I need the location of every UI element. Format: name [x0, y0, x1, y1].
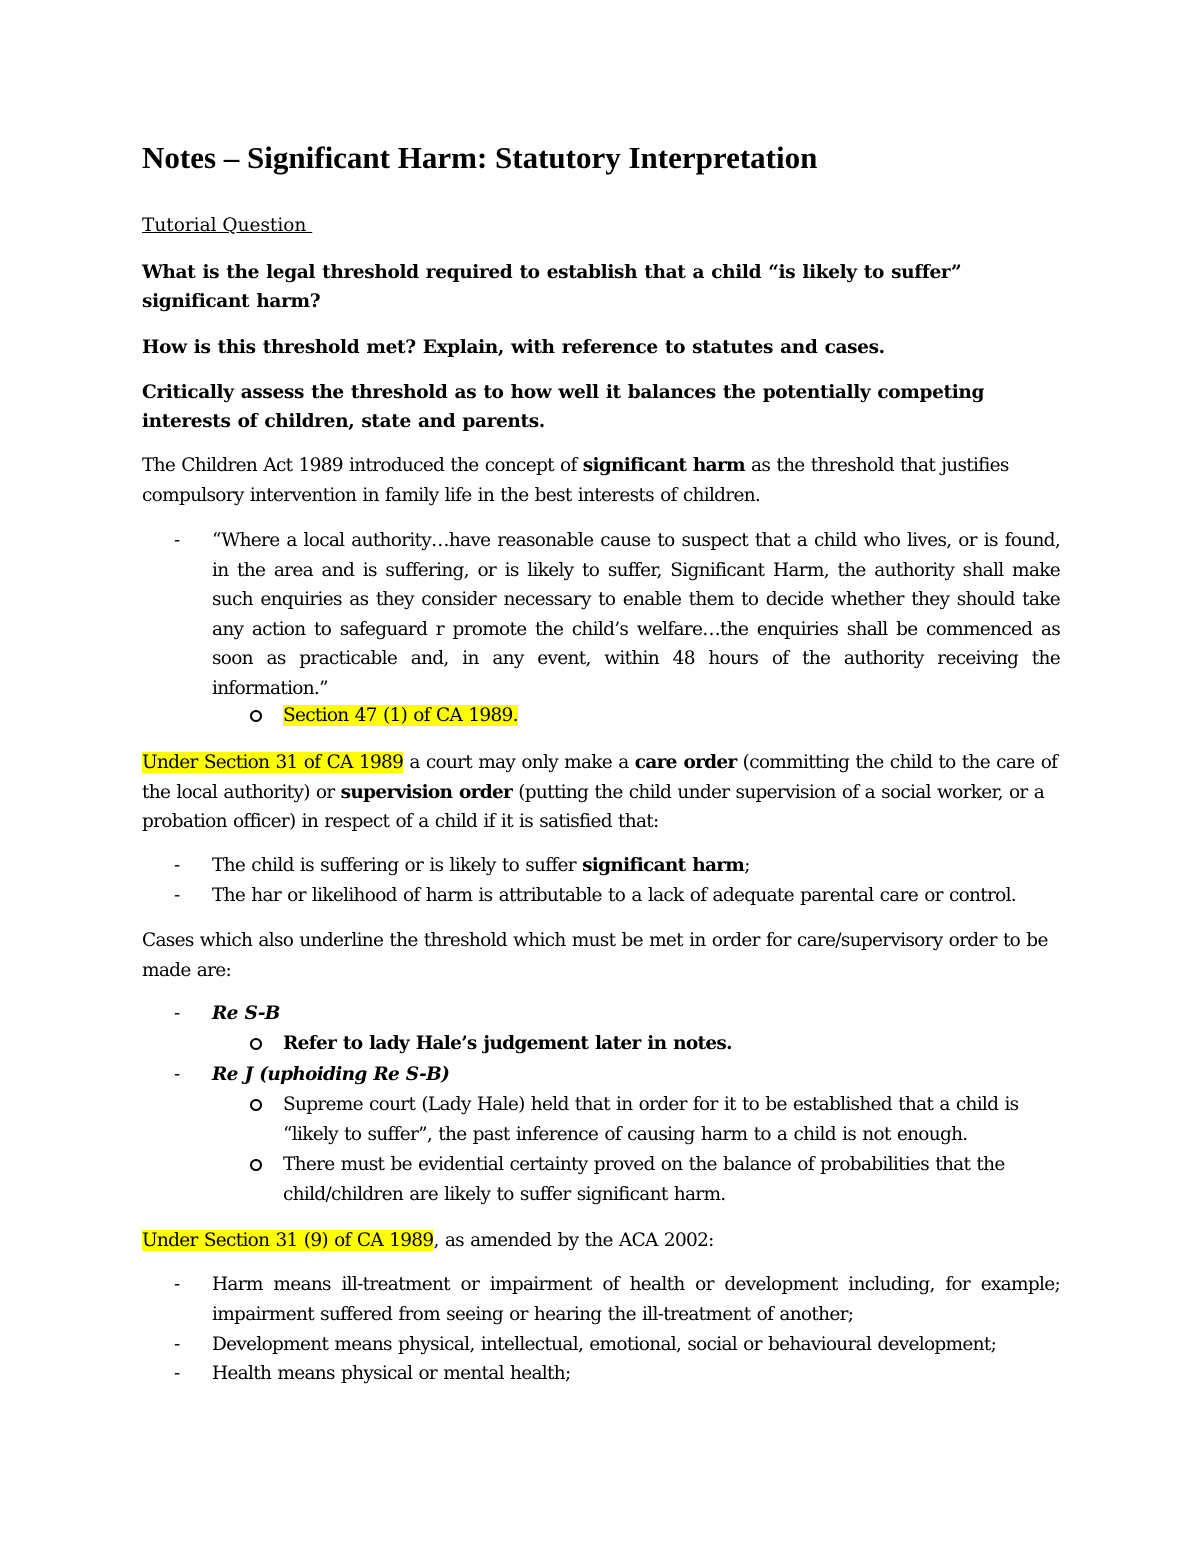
dash-bullet: - — [174, 1003, 180, 1024]
circle-bullet-icon — [250, 710, 262, 722]
page-title: Notes – Significant Harm: Statutory Interpretation — [142, 140, 818, 175]
dash-bullet: - — [174, 1363, 180, 1384]
tutorial-question-heading: Tutorial Question — [142, 215, 313, 236]
case-item — [142, 1060, 1060, 1090]
quote-text: “Where a local authority…have reasonable cause to suspect that a child who lives, or is found, in the area and is suffering, or is likely to suffer, Significant Harm, the authority shall make such enquiries as they consider necessary to enable them to decide whether they should take any action to safeguard r promote the child’s welfare…the enquiries shall be commenced as soon as practicable and, in any event, within 48 hours of the authority receiving the information.” — [212, 530, 1060, 699]
circle-bullet-icon — [250, 1099, 262, 1111]
section-31-9-paragraph: Under Section 31 (9) of CA 1989, as amended by the ACA 2002: — [142, 1230, 714, 1251]
condition-item: - The har or likelihood of harm is attributable to a lack of adequate parental care or control. — [142, 881, 1060, 911]
dash-bullet: - — [174, 1064, 180, 1085]
question-3: Critically assess the threshold as to how well it balances the potentially competing interests of children, state and parents. — [142, 382, 985, 432]
dash-bullet: - — [174, 530, 180, 551]
section-31-paragraph: Under Section 31 of CA 1989 a court may only make a care order (committing the child to the care of the local authority) or supervision order (putting the child under supervision of a social worker, or a probation officer) in respect of a child if it is satisfied that: — [142, 752, 1058, 832]
cases-intro-paragraph: Cases which also underline the threshold which must be met in order for care/supervisory order to be made are: — [142, 930, 1048, 981]
intro-paragraph: The Children Act 1989 introduced the concept of significant harm as the threshold that justifies compulsory intervention in family life in the best interests of children. — [142, 455, 1009, 506]
definition-item: - Harm means ill-treatment or impairment of health or development including, for example; impairment suffered from seeing or hearing the ill-treatment of another; — [142, 1270, 1060, 1329]
question-2: How is this threshold met? Explain, with reference to statutes and cases. — [142, 337, 885, 358]
dash-bullet: - — [174, 885, 180, 906]
case-item — [142, 999, 1060, 1029]
quote-citation-item — [142, 701, 1060, 731]
question-1: What is the legal threshold required to establish that a child “is likely to suffer” significant harm? — [142, 262, 962, 312]
condition-item: - The child is suffering or is likely to suffer significant harm; — [142, 851, 1060, 881]
circle-bullet-icon — [250, 1159, 262, 1171]
citation-highlight: Section 47 (1) of CA 1989. — [283, 705, 518, 726]
circle-bullet-icon — [250, 1038, 262, 1050]
quote-list-item — [142, 526, 1060, 703]
dash-bullet: - — [174, 855, 180, 876]
case-sub-item: Supreme court (Lady Hale) held that in order for it to be established that a child is “likely to suffer”, the past inference of causing harm to a child is not enough. — [142, 1090, 1060, 1149]
definition-item: - Health means physical or mental health; — [142, 1359, 1060, 1389]
case-sub-item: Refer to lady Hale’s judgement later in notes. — [142, 1029, 1060, 1059]
definition-item: - Development means physical, intellectual, emotional, social or behavioural development; — [142, 1330, 1060, 1360]
dash-bullet: - — [174, 1274, 180, 1295]
case-name: Re S-B — [212, 1003, 280, 1024]
dash-bullet: - — [174, 1334, 180, 1355]
case-name: Re J (uphoiding Re S-B) — [212, 1064, 450, 1085]
case-sub-item: There must be evidential certainty proved on the balance of probabilities that the child/children are likely to suffer significant harm. — [142, 1150, 1060, 1209]
